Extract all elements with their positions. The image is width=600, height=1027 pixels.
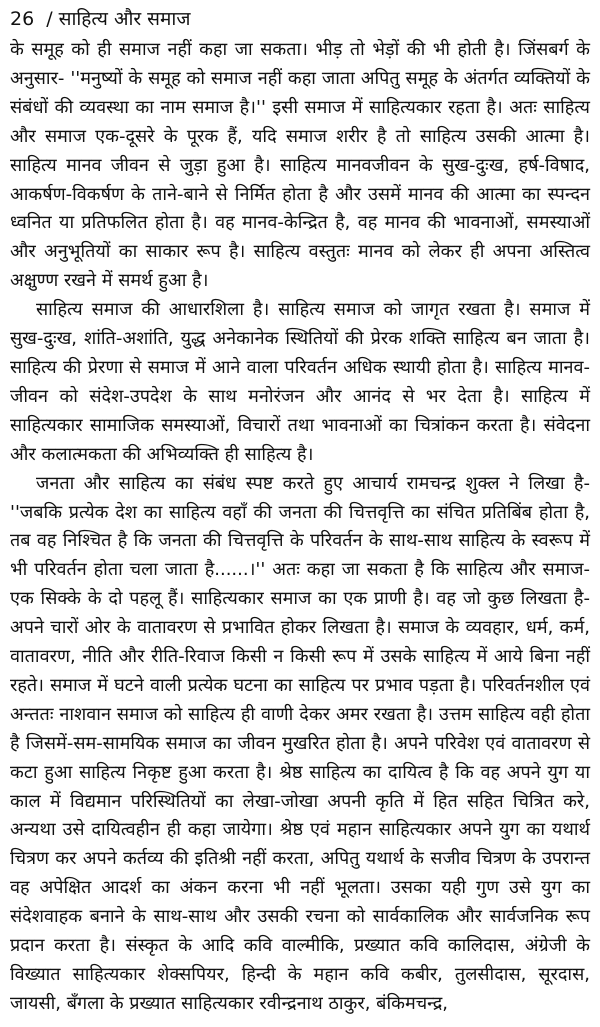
paragraph: जनता और साहित्य का संबंध स्पष्ट करते हुए आचार्य रामचन्द्र शुक्ल ने लिखा है- ''जबकि प्रत्येक देश का साहित्य वहाँ की जनता की चित्तवृत्ति का संचित प्रतिबिंब होता है, तब वह निश्चित है कि जनता की चित्तवृत्ति के परिवर्तन के साथ-साथ साहित्य के स्वरूप में भी परिवर्तन होता चला जाता है......।'' अतः कहा जा सकता है कि साहित्य और समाज-एक सिक्के के दो पहलू हैं। साहित्यकार समाज का एक प्राणी है। वह जो कुछ लिखता है-अपने चारों ओर के वातावरण से प्रभावित होकर लिखता है। समाज के व्यवहार, धर्म, कर्म, वातावरण, नीति और रीति-रिवाज किसी न किसी रूप में उसके साहित्य में आये बिना नहीं रहते। समाज में घटने वाली प्रत्येक घटना का साहित्य पर प्रभाव पड़ता है। परिवर्तनशील एवं अन्ततः नाशवान समाज को साहित्य ही वाणी देकर अमर रखता है। उत्तम साहित्य वही होता है जिसमें-सम-सामयिक समाज का जीवन मुखरित होता है। अपने परिवेश एवं वातावरण से कटा हुआ साहित्य निकृष्ट हुआ करता है। श्रेष्ठ साहित्य का दायित्व है कि वह अपने युग या काल में विद्यमान परिस्थितियों का लेखा-जोखा अपनी कृति में हित सहित चित्रित करे, अन्यथा उसे दायित्वहीन ही कहा जायेगा। श्रेष्ठ एवं महान साहित्यकार अपने युग का यथार्थ चित्रण कर अपने कर्तव्य की इतिश्री नहीं करता, अपितु यथार्थ के सजीव चित्रण के उपरान्त वह अपेक्षित आदर्श का अंकन करना भी नहीं भूलता। उसका यही गुण उसे युग का संदेशवाहक बनाने के साथ-साथ और उसकी रचना को सार्वकालिक और सार्वजनिक रूप प्रदान करता है। संस्कृत के आदि कवि वाल्मीकि, प्रख्यात कवि कालिदास, अंग्रेजी के विख्यात साहित्यकार शेक्सपियर, हिन्दी के महान कवि कबीर, तुलसीदास, सूरदास, जायसी, बँगला के प्रख्यात साहित्यकार रवीन्द्रनाथ ठाकुर, बंकिमचन्द्र, [10, 472, 590, 1014]
paragraph-continued: के समूह को ही समाज नहीं कहा जा सकता। भीड़ तो भेड़ों की भी होती है। जिंसबर्ग के अनुसार- ''मनुष्यों के समूह को समाज नहीं कहा जाता अपितु समूह के अंतर्गत व्यक्तियों के संबंधों की व्यवस्था का नाम समाज है।'' इसी समाज में साहित्यकार रहता है। अतः साहित्य और समाज एक-दूसरे के पूरक हैं, यदि समाज शरीर है तो साहित्य उसकी आत्मा है। साहित्य मानव जीवन से जुड़ा हुआ है। साहित्य मानवजीवन के सुख-दुःख, हर्ष-विषाद, आकर्षण-विकर्षण के ताने-बाने से निर्मित होता है और उसमें मानव की आत्मा का स्पन्दन ध्वनित या प्रतिफलित होता है। वह मानव-केन्द्रित है, वह मानव की भावनाओं, समस्याओं और अनुभूतियों का साकार रूप है। साहित्य वस्तुतः मानव को लेकर ही अपना अस्तित्व अक्षुण्ण रखने में समर्थ हुआ है। [10, 39, 590, 292]
page-number: 26 [10, 8, 35, 30]
book-title: साहित्य और समाज [58, 8, 191, 30]
paragraph: साहित्य समाज की आधारशिला है। साहित्य समाज को जागृत रखता है। समाज में सुख-दुःख, शांति-अशांति, युद्ध अनेकानेक स्थितियों की प्रेरक शक्ति साहित्य बन जाता है। साहित्य की प्रेरणा से समाज में आने वाला परिवर्तन अधिक स्थायी होता है। साहित्य मानव-जीवन को संदेश-उपदेश के साथ मनोरंजन और आनंद से भर देता है। साहित्य में साहित्यकार सामाजिक समस्याओं, विचारों तथा भावनाओं का चित्रांकन करता है। संवेदना और कलात्मकता की अभिव्यक्ति ही साहित्य है। [10, 299, 590, 465]
page-body [10, 36, 590, 1019]
page-header [10, 6, 590, 36]
header-separator: / [46, 8, 53, 30]
